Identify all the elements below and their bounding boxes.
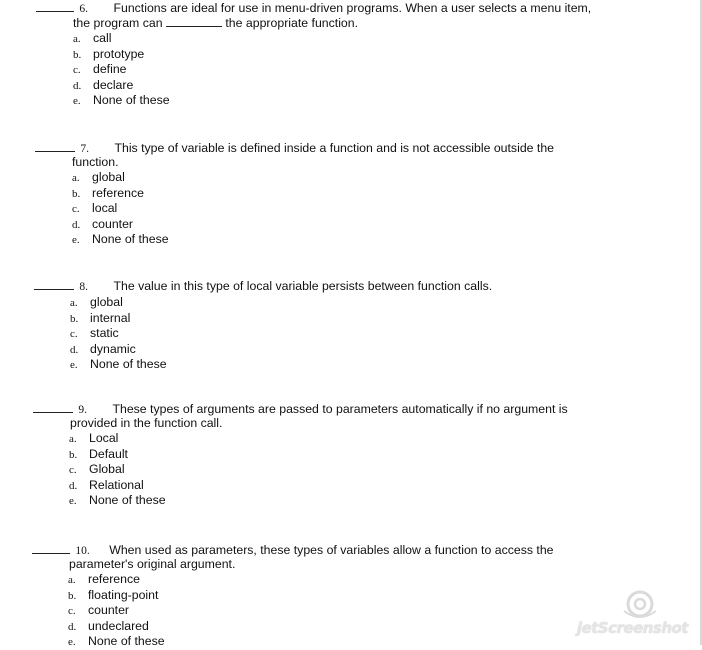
option-letter: c. [69,464,77,476]
option-text: None of these [92,232,169,246]
option-list [70,295,594,373]
question-number: 10. [75,545,90,557]
option-letter: b. [73,48,82,61]
option-b [69,447,593,463]
stem-pre: the program can [73,16,163,30]
question-stem [33,402,593,430]
option-e [69,493,593,509]
option-text: dynamic [90,341,136,356]
option-text: global [92,170,125,184]
option-letter: a. [73,33,81,45]
option-letter: c. [73,64,81,76]
option-text: floating-point [88,587,159,602]
option-letter: a. [69,433,77,445]
answer-blank [35,141,75,152]
option-list [73,31,596,109]
question-text: These types of arguments are passed to parameters automatically if no argument is [112,402,568,416]
option-text: Default [89,446,128,461]
option-c [69,462,593,478]
option-letter: c. [72,203,80,215]
option-e [73,93,596,109]
option-d [69,478,593,494]
watermark-text: jetScreenshot [576,619,688,637]
question-text: When used as parameters, these types of variables allow a function to access the [109,543,554,557]
question-text: This type of variable is defined inside a function and is not accessible outside the [114,141,555,155]
option-list [69,431,593,509]
option-letter: b. [69,448,78,461]
option-a [70,295,594,311]
option-letter: c. [68,605,76,617]
question-number: 8. [79,281,89,293]
option-b [70,311,594,327]
option-text: None of these [90,357,167,371]
option-letter: d. [69,479,78,492]
option-text: reference [88,572,140,586]
option-letter: e. [68,636,76,648]
option-c [70,326,594,342]
option-text: None of these [93,93,170,107]
option-letter: d. [70,343,79,356]
option-text: counter [92,216,134,231]
option-letter: e. [73,95,81,107]
fill-in-blank [166,16,222,27]
option-letter: b. [70,312,79,325]
option-letter: e. [69,495,77,507]
option-list [72,170,595,248]
question-stem [34,279,594,294]
question-text: The value in this type of local variable persists between function calls. [113,279,493,293]
option-b [68,588,592,604]
option-e [68,634,592,650]
option-text: static [90,326,119,340]
option-e [70,357,594,373]
question-number: 6. [79,3,89,15]
option-text: None of these [88,634,165,648]
option-text: reference [92,185,144,200]
option-text: declare [93,77,134,92]
option-letter: a. [70,297,78,309]
camera-shutter-icon [620,589,660,619]
option-a [69,431,593,447]
option-letter: d. [72,218,81,231]
option-d [70,342,594,358]
option-a [68,572,592,588]
option-text: counter [88,603,130,617]
option-letter: e. [72,234,80,246]
option-d [72,217,595,233]
question-stem [35,141,595,169]
option-b [73,47,596,63]
option-text: Local [89,431,119,445]
answer-blank [33,402,73,413]
option-a [73,31,596,47]
question-stem [32,543,592,571]
option-letter: c. [70,328,78,340]
option-letter: b. [68,589,77,602]
question-stem [36,1,596,30]
option-text: Global [89,462,125,476]
stem-post: the appropriate function. [225,16,359,30]
option-c [72,201,595,217]
option-letter: d. [73,79,82,92]
option-letter: a. [72,172,80,184]
option-c [68,603,592,619]
option-c [73,62,596,78]
option-letter: e. [70,359,78,371]
question-text-continued: function. [72,155,119,169]
watermark [576,589,688,637]
option-letter: b. [72,187,81,200]
question-number: 7. [80,143,90,155]
option-a [72,170,595,186]
option-list [68,572,592,650]
question-9 [33,402,593,509]
option-text: global [90,295,123,309]
question-number: 9. [78,404,88,416]
answer-blank [32,543,70,554]
option-text: define [93,62,127,76]
question-text: Functions are ideal for use in menu-driven programs. When a user selects a menu item, [113,1,592,15]
option-b [72,186,595,202]
answer-blank [36,1,74,12]
option-text: Relational [89,477,144,492]
option-letter: a. [68,574,76,586]
question-text-continued: provided in the function call. [70,416,223,430]
option-text: prototype [93,46,145,61]
option-text: call [93,31,112,45]
question-7 [35,141,595,248]
option-letter: d. [68,620,77,633]
option-text: None of these [89,493,166,507]
question-text-continued [73,16,596,30]
option-text: undeclared [88,618,149,633]
option-d [73,78,596,94]
question-10 [32,543,592,650]
option-text: local [92,201,118,215]
question-6 [36,1,596,109]
option-text: internal [90,310,131,325]
question-text-continued: parameter's original argument. [69,557,236,571]
option-e [72,232,595,248]
question-8 [34,279,594,373]
answer-blank [34,279,74,290]
option-d [68,619,592,635]
